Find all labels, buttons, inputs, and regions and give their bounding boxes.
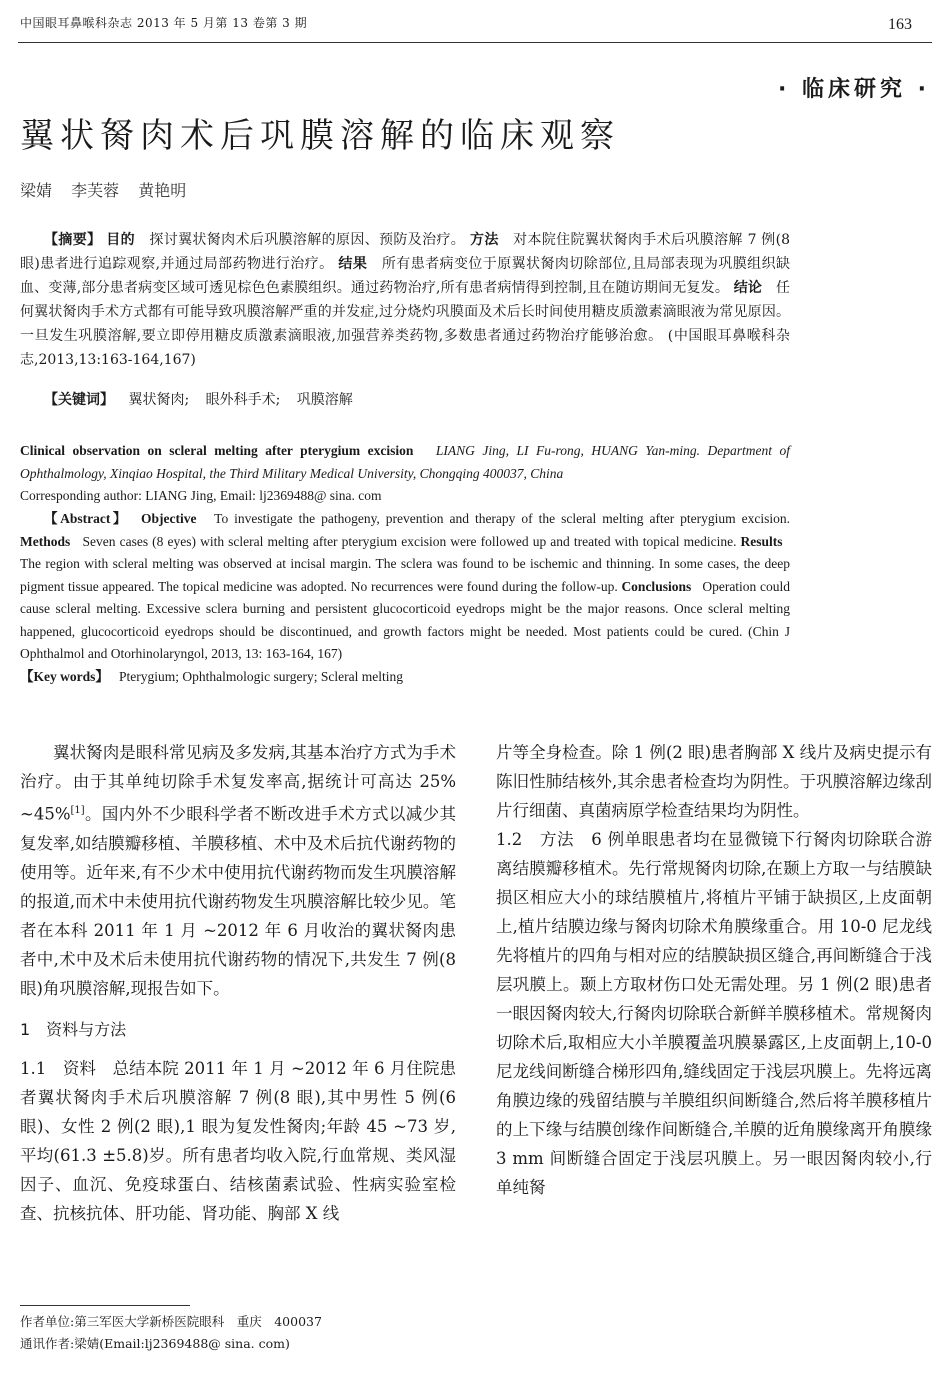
results-label: 结果	[338, 256, 368, 272]
keyword: 巩膜溶解	[296, 392, 353, 408]
methods-en-label: Methods	[20, 533, 71, 549]
methods-text: 对本院住院翼状胬肉手术后巩膜溶解 7 例(8 眼)患者进行追踪观察,并通过局部药物进行治疗。	[20, 232, 791, 272]
author-list	[20, 178, 200, 201]
author-2: 李芙蓉	[71, 181, 120, 200]
english-authors: LIANG Jing, LI Fu-rong, HUANG Yan-ming.	[435, 443, 701, 458]
footnote-affiliation: 作者单位:第三军医大学新桥医院眼科 重庆 400037	[20, 1314, 322, 1329]
corresponding-author: Corresponding author: LIANG Jing, Email: lj2369488@ sina. com	[20, 488, 382, 503]
footnote-corresponding: 通讯作者:梁婧(Email:lj2369488@ sina. com)	[20, 1336, 290, 1351]
author-3: 黄艳明	[138, 181, 187, 200]
abstract-en-label: 【Abstract】	[44, 511, 130, 526]
objective-en-text: To investigate the pathogeny, prevention and therapy of the scleral melting after pterygium excision.	[214, 511, 790, 526]
conclusions-en-text: Operation could cause scleral melting. Excessive sclera burning and persistent glucocorticoid eyedrops might be the major reasons. Once scleral melting happened, glucocorticoid eyedrops should be discontinued, and growth factors might be needed. Most patients could be cured.	[20, 578, 791, 639]
english-affiliation: Department of Ophthalmology, Xinqiao Hospital, the Third Military Medical University, Chongqing 400037, China	[20, 443, 790, 481]
article-title: 翼状胬肉术后巩膜溶解的临床观察	[20, 116, 620, 156]
section-heading: 1 资料与方法	[20, 1019, 127, 1039]
abstract-label: 【摘要】	[44, 232, 102, 248]
body-column-left	[20, 738, 456, 1228]
keywords-en: Pterygium; Ophthalmologic surgery; Scleral melting	[119, 668, 403, 684]
abstract-cn	[20, 228, 790, 372]
results-en-label: Results	[740, 533, 783, 549]
page-number: 163	[888, 16, 912, 33]
intro-paragraph	[20, 738, 456, 1003]
methods-label: 方法	[469, 232, 499, 248]
conclusions-text: 任何翼状胬肉手术方式都有可能导致巩膜溶解严重的并发症,过分烧灼巩膜面及术后长时间使用糖皮质激素滴眼液为常见原因。一旦发生巩膜溶解,要立即停用糖皮质激素滴眼液,加强营养类药物,多数患者通过药物治疗能够治愈。	[20, 280, 790, 344]
keywords-label: 【关键词】	[44, 392, 114, 408]
intro-text-b: 。国内外不少眼科学者不断改进手术方式以减少其复发率,如结膜瓣移植、羊膜移植、术中及术后抗代谢药物的使用等。近年来,有不少术中使用抗代谢药物而发生巩膜溶解的报道,而术中未使用抗代谢药物发生巩膜溶解比较少见。笔者在本科 2011 年 1 月 ~2012 年 6 月收治的翼状胬肉患者中,术中及术后未使用抗代谢药物的情况下,共发生 7 例(8 眼)角巩膜溶解,现报告如下。	[20, 804, 456, 998]
reference-marker: [1]	[70, 805, 85, 816]
footnote-divider	[20, 1305, 190, 1306]
english-title-block	[20, 440, 790, 508]
results-text: 所有患者病变位于原翼状胬肉切除部位,且局部表现为巩膜组织缺血、变薄,部分患者病变区域可透见棕色色素膜组织。通过药物治疗,所有患者病情得到控制,且在随访期间无复发。	[20, 256, 791, 296]
keyword: 翼状胬肉;	[128, 392, 190, 408]
objective-en-label: Objective	[140, 511, 197, 526]
citation-cn: (中国眼耳鼻喉科杂志,2013,13:163-164,167)	[20, 328, 790, 368]
methods-en-text: Seven cases (8 eyes) with scleral melting after pterygium excision were followed up and treated with topical medicine.	[82, 533, 737, 549]
conclusions-label: 结论	[733, 280, 763, 296]
results-en-text: The region with scleral melting was observed at incisal margin. The sclera was found to be ischemic and thinning. In some cases, the deep pigment tissue appeared. The topical medicine was adopted. No recurrences were found during the follow-up.	[20, 556, 790, 594]
journal-header: 中国眼耳鼻喉科杂志 2013 年 5 月第 13 卷第 3 期	[20, 16, 308, 30]
keywords-cn	[44, 388, 365, 412]
keyword: 眼外科手术;	[205, 392, 281, 408]
author-1: 梁婧	[20, 181, 53, 200]
header-divider	[18, 42, 932, 43]
body-column-right	[496, 738, 932, 1202]
objective-label: 目的	[106, 232, 135, 248]
citation-en: (Chin J Ophthalmol and Otorhinolaryngol, 2013, 13: 163-164, 167)	[20, 623, 790, 661]
objective-text: 探讨翼状胬肉术后巩膜溶解的原因、预防及治疗。	[149, 232, 466, 248]
conclusions-en-label: Conclusions	[621, 578, 692, 594]
section-tag: · 临床研究 ·	[777, 77, 930, 102]
english-title: Clinical observation on scleral melting after pterygium excision	[20, 443, 414, 458]
abstract-en	[20, 508, 790, 688]
continued-paragraph: 片等全身检查。除 1 例(2 眼)患者胸部 X 线片及病史提示有陈旧性肺结核外,其余患者检查均为阴性。于巩膜溶解边缘刮片行细菌、真菌病原学检查结果均为阴性。	[496, 743, 932, 820]
keywords-en-label: 【Key words】	[20, 668, 109, 684]
subsection-1-2: 1.2 方法 6 例单眼患者均在显微镜下行胬肉切除联合游离结膜瓣移植术。先行常规胬肉切除,在颞上方取一与结膜缺损区相应大小的球结膜植片,将植片平铺于缺损区,上皮面朝上,植片结膜边缘与胬肉切除术角膜缘重合。用 10-0 尼龙线先将植片的四角与相对应的结膜缺损区缝合,再间断缝合于浅层巩膜上。颞上方取材伤口处无需处理。另 1 例(2 眼)患者一眼因胬肉较大,行胬肉切除联合新鲜羊膜移植术。常规胬肉切除术后,取相应大小羊膜覆盖巩膜暴露区,上皮面朝上,10-0 尼龙线间断缝合梯形四角,缝线固定于浅层巩膜上。先将远离角膜边缘的残留结膜与羊膜组织间断缝合,然后将羊膜移植片的上下缘与结膜创缘作间断缝合,羊膜的近角膜缘离开角膜缘 3 mm 间断缝合固定于浅层巩膜上。另一眼因胬肉较小,行单纯胬	[496, 830, 932, 1197]
subsection-1-1: 1.1 资料 总结本院 2011 年 1 月 ~2012 年 6 月住院患者翼状胬肉手术后巩膜溶解 7 例(8 眼),其中男性 5 例(6 眼)、女性 2 例(2 眼),1 眼为复发性胬肉;年龄 45 ~73 岁,平均(61.3 ±5.8)岁。所有患者均收入院,行血常规、类风湿因子、血沉、免疫球蛋白、结核菌素试验、性病实验室检查、抗核抗体、肝功能、肾功能、胸部 X 线	[20, 1058, 456, 1223]
intro-text-a: 翼状胬肉是眼科常见病及多发病,其基本治疗方式为手术治疗。由于其单纯切除手术复发率高,据统计可高达 25% ~45%	[20, 743, 456, 824]
